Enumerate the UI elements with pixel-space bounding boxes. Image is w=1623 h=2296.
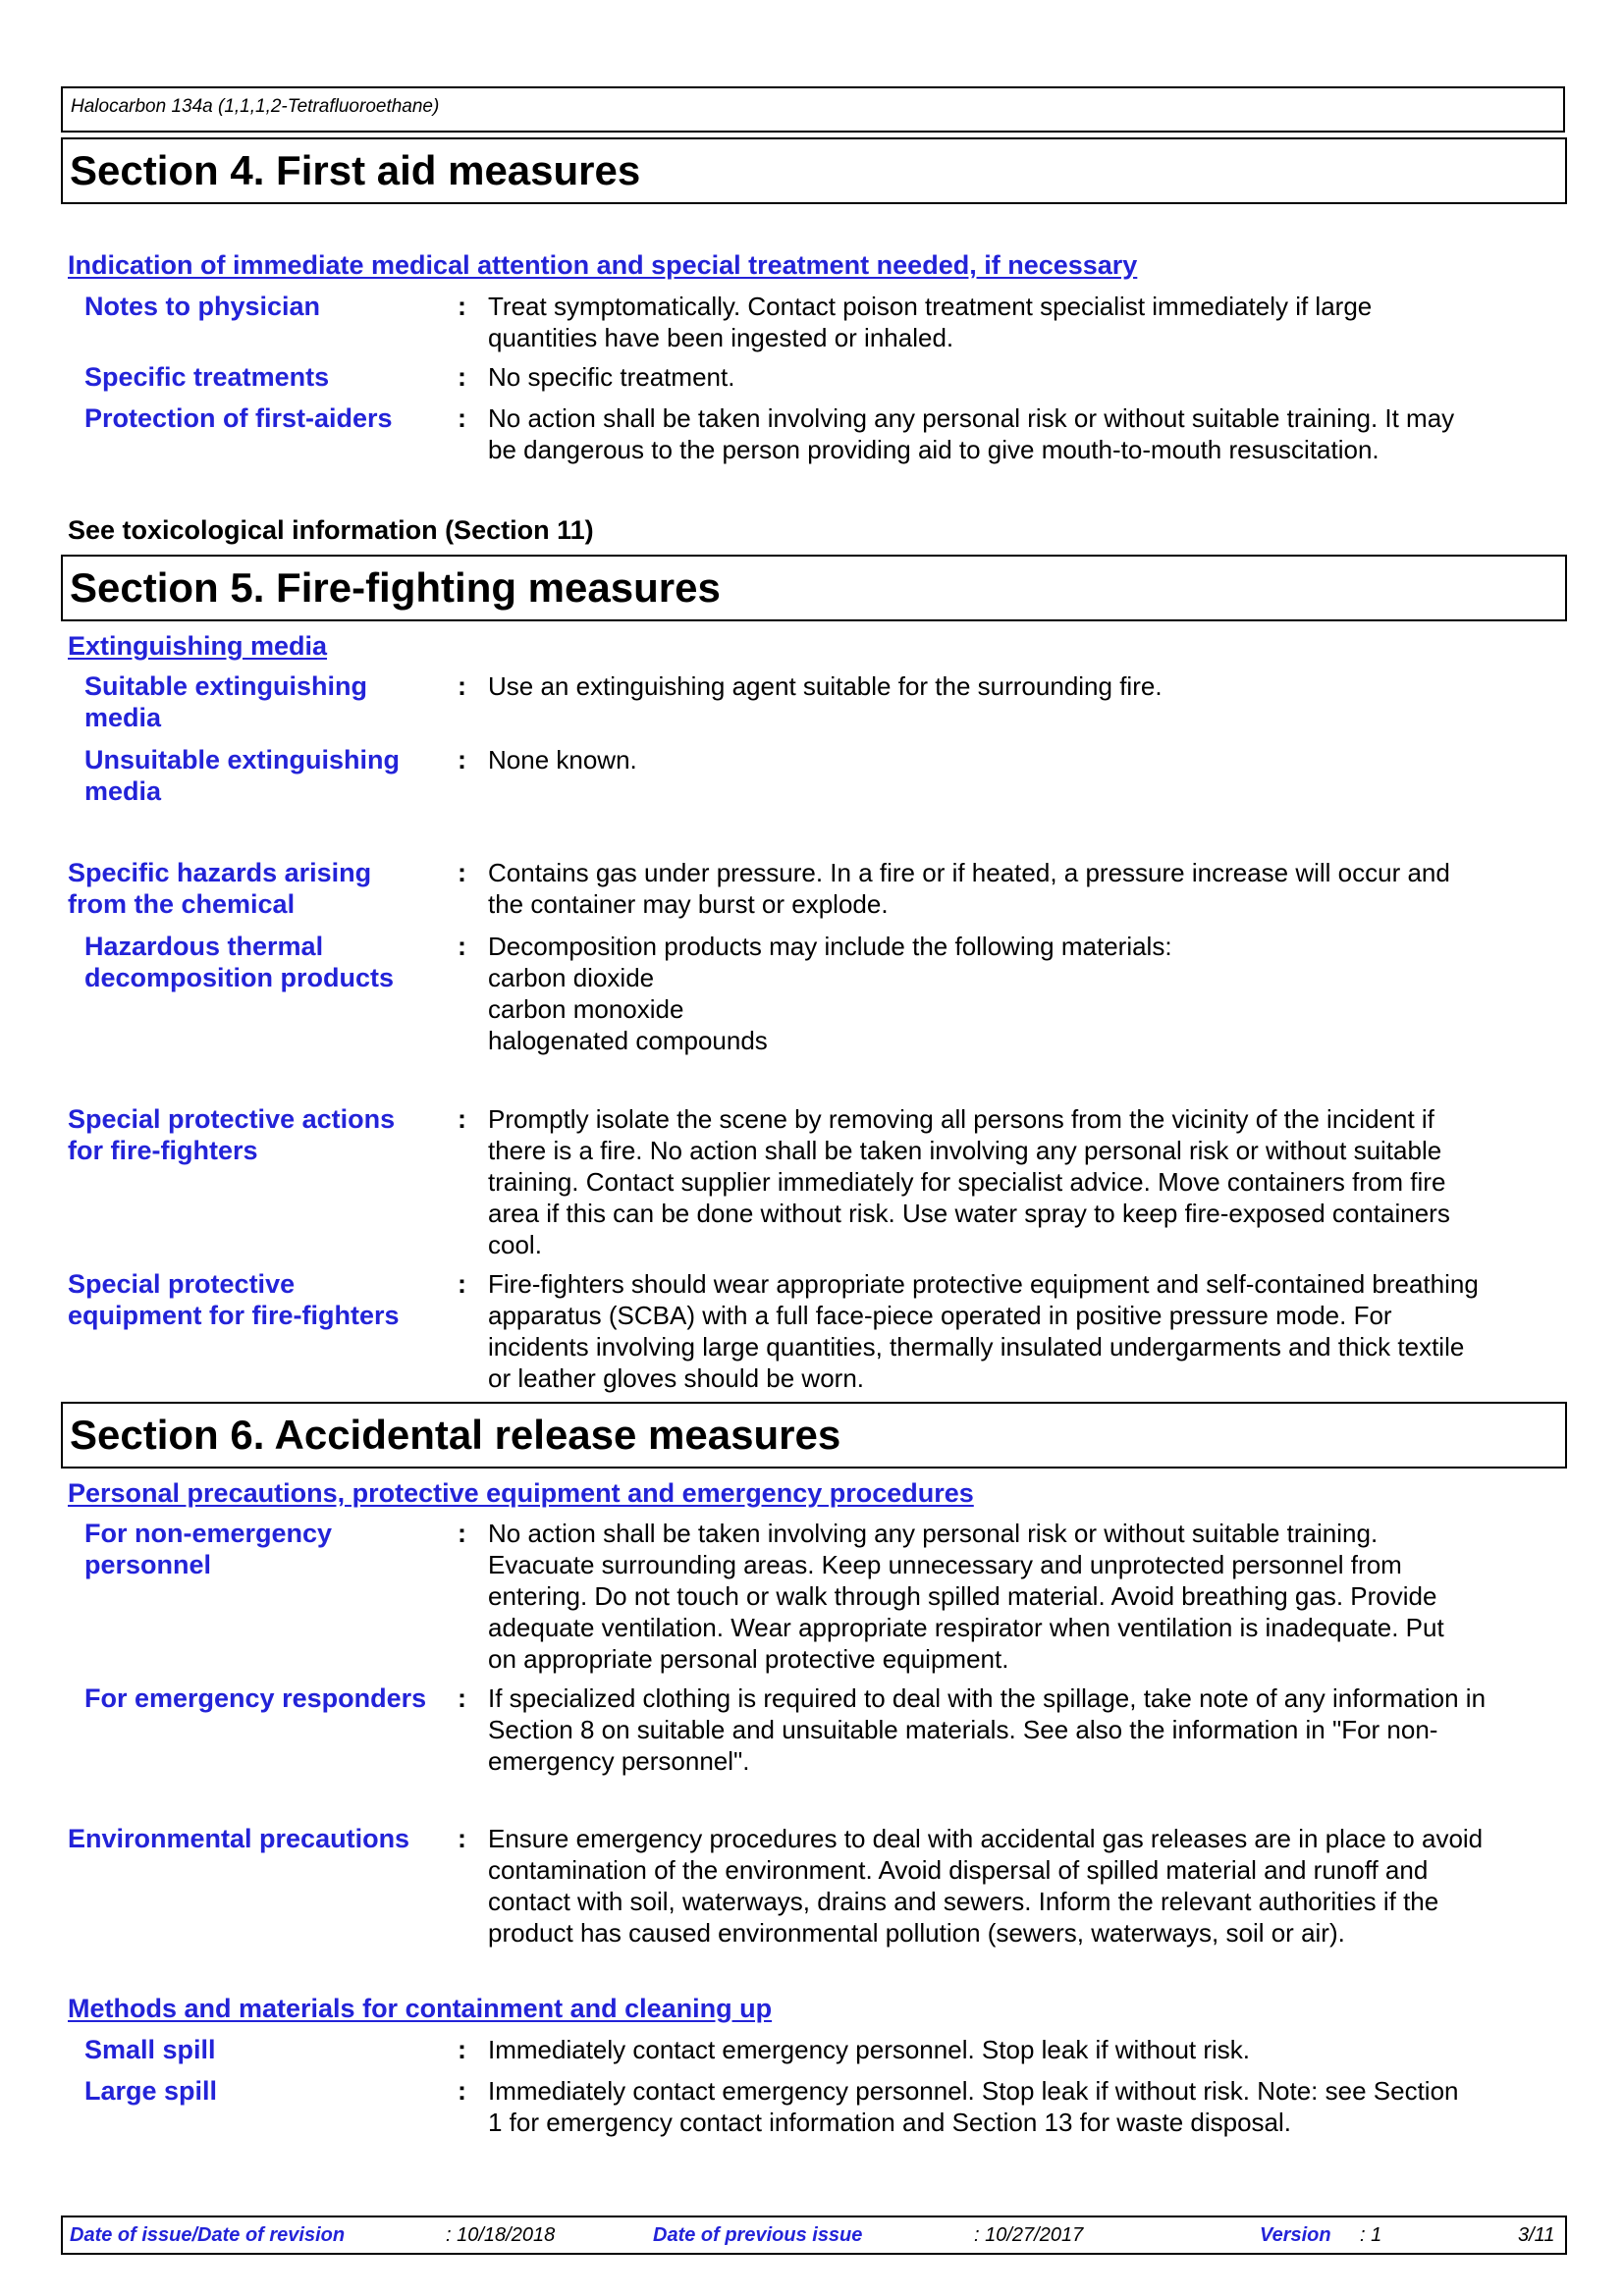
colon: : xyxy=(458,858,466,887)
label-small-spill: Small spill xyxy=(84,2035,216,2064)
value-special-protective-actions: Promptly isolate the scene by removing all persons from the vicinity of the incident if there is a fire. No action shall be taken involving any personal risk or without suitable training. Contact supplier immediately for specialist advice. Move containers from fire area if this can be done without risk. Use water spray to keep fire-exposed containers cool. xyxy=(488,1104,1450,1259)
value-non-emergency-personnel: No action shall be taken involving any personal risk or without suitable training. Evacuate surrounding areas. Keep unnecessary and unprotected personnel from entering. Do not touch or walk through spilled material. Avoid breathing gas. Provide adequate ventilation. Wear appropriate respirator when ventilation is inadequate. Put on appropriate personal protective equipment. xyxy=(488,1519,1444,1674)
label-notes-to-physician: Notes to physician xyxy=(84,292,321,321)
value-environmental-precautions: Ensure emergency procedures to deal with accidental gas releases are in place to avoid contamination of the environment. Avoid dispersal of spilled material and runoff and contact with soil, waterways, drains and sewers. Inform the relevant authorities if the product has caused environmental pollution (sewers, waterways, soil or air). xyxy=(488,1824,1484,1948)
section-6-title: Section 6. Accidental release measures xyxy=(70,1412,841,1458)
value-large-spill: Immediately contact emergency personnel. Stop leak if without risk. Note: see Section 1 for emergency contact information and Section 13 for waste disposal. xyxy=(488,2076,1459,2137)
value-small-spill: Immediately contact emergency personnel. Stop leak if without risk. xyxy=(488,2035,1251,2064)
document-footer xyxy=(61,2216,1567,2255)
product-name: Halocarbon 134a (1,1,1,2-Tetrafluoroethane) xyxy=(71,96,440,117)
version-value: : 1 xyxy=(1360,2224,1382,2246)
label-special-protective-equipment: Special protective equipment for fire-fighters xyxy=(68,1269,400,1330)
value-hazardous-decomposition: Decomposition products may include the following materials: carbon dioxide carbon monoxide halogenated compounds xyxy=(488,932,1172,1055)
colon: : xyxy=(458,2076,466,2106)
value-notes-to-physician: Treat symptomatically. Contact poison treatment specialist immediately if large quantities have been ingested or inhaled. xyxy=(488,292,1373,352)
colon: : xyxy=(458,1104,466,1134)
label-suitable-extinguishing-media: Suitable extinguishing media xyxy=(84,671,368,732)
colon: : xyxy=(458,1519,466,1548)
colon: : xyxy=(458,1683,466,1713)
label-environmental-precautions: Environmental precautions xyxy=(68,1824,410,1853)
colon: : xyxy=(458,671,466,701)
label-special-protective-actions: Special protective actions for fire-fighters xyxy=(68,1104,396,1165)
label-hazardous-decomposition: Hazardous thermal decomposition products xyxy=(84,932,395,992)
label-specific-hazards: Specific hazards arising from the chemical xyxy=(68,858,372,919)
label-specific-treatments: Specific treatments xyxy=(84,362,330,392)
section-5-heading xyxy=(61,555,1567,621)
value-protection-of-first-aiders: No action shall be taken involving any personal risk or without suitable training. It may be dangerous to the person providing aid to give mouth-to-mouth resuscitation. xyxy=(488,403,1455,464)
colon: : xyxy=(458,2035,466,2064)
colon: : xyxy=(458,932,466,961)
section-6-subheading-personal: Personal precautions, protective equipment and emergency procedures xyxy=(68,1478,974,1508)
label-large-spill: Large spill xyxy=(84,2076,218,2106)
previous-issue-label: Date of previous issue xyxy=(653,2224,863,2246)
colon: : xyxy=(458,403,466,433)
value-specific-hazards: Contains gas under pressure. In a fire or if heated, a pressure increase will occur and the container may burst or explode. xyxy=(488,858,1450,919)
value-suitable-extinguishing-media: Use an extinguishing agent suitable for the surrounding fire. xyxy=(488,671,1163,701)
value-emergency-responders: If specialized clothing is required to deal with the spillage, take note of any information in Section 8 on suitable and unsuitable materials. See also the information in "For non- emergency personnel". xyxy=(488,1683,1487,1776)
label-unsuitable-extinguishing-media: Unsuitable extinguishing media xyxy=(84,745,401,806)
label-protection-of-first-aiders: Protection of first-aiders xyxy=(84,403,393,433)
section-6-heading xyxy=(61,1402,1567,1468)
page-number: 3/11 xyxy=(1518,2224,1555,2246)
label-emergency-responders: For emergency responders xyxy=(84,1683,427,1713)
colon: : xyxy=(458,362,466,392)
issue-date-value: : 10/18/2018 xyxy=(446,2224,556,2246)
section-5-subheading: Extinguishing media xyxy=(68,631,328,661)
colon: : xyxy=(458,292,466,321)
colon: : xyxy=(458,1824,466,1853)
value-specific-treatments: No specific treatment. xyxy=(488,362,735,392)
section-4-heading xyxy=(61,137,1567,204)
value-special-protective-equipment: Fire-fighters should wear appropriate protective equipment and self-contained breathing apparatus (SCBA) with a full face-piece operated in positive pressure mode. For incidents involving large quantities, thermally insulated undergarments and thick textile or leather gloves should be worn. xyxy=(488,1269,1479,1393)
colon: : xyxy=(458,1269,466,1299)
see-toxicological-info: See toxicological information (Section 11) xyxy=(68,515,594,545)
previous-issue-value: : 10/27/2017 xyxy=(974,2224,1084,2246)
section-4-subheading: Indication of immediate medical attention and special treatment needed, if necessary xyxy=(68,250,1138,280)
version-label: Version xyxy=(1260,2224,1331,2246)
colon: : xyxy=(458,745,466,774)
value-unsuitable-extinguishing-media: None known. xyxy=(488,745,637,774)
section-5-title: Section 5. Fire-fighting measures xyxy=(70,564,721,611)
document-header xyxy=(61,86,1565,133)
label-non-emergency-personnel: For non-emergency personnel xyxy=(84,1519,333,1579)
section-6-subheading-containment: Methods and materials for containment and cleaning up xyxy=(68,1994,773,2023)
issue-date-label: Date of issue/Date of revision xyxy=(70,2224,346,2246)
section-4-title: Section 4. First aid measures xyxy=(70,147,641,193)
